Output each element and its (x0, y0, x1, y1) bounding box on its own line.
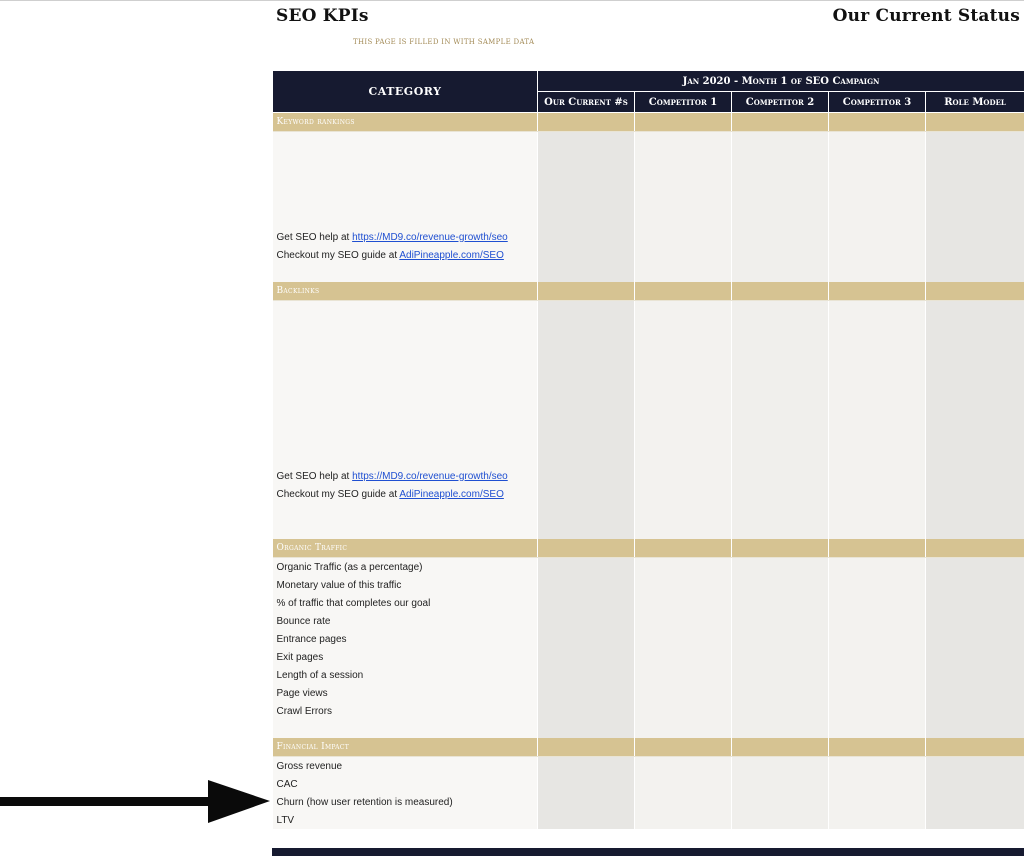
seo-guide-link[interactable]: AdiPineapple.com/SEO (399, 249, 504, 261)
table-row (273, 558, 1024, 577)
revenue-growth-link[interactable]: https://MD9.co/revenue-growth/seo (352, 470, 508, 482)
empty-row (273, 264, 1024, 282)
period-header: Jan 2020 - Month 1 of SEO Campaign (538, 71, 1024, 92)
seo-guide-link[interactable]: AdiPineapple.com/SEO (399, 488, 504, 500)
help-row (273, 228, 1024, 246)
column-header-competitor-3: Competitor 3 (829, 92, 926, 113)
row-label: Churn (how user retention is measured) (273, 793, 538, 811)
pointer-arrow-icon (0, 780, 270, 824)
category-header: CATEGORY (273, 71, 538, 113)
guide-prefix: Checkout my SEO guide at (276, 488, 400, 500)
row-label: Monetary value of this traffic (273, 576, 538, 594)
table-row (273, 757, 1024, 776)
table-row (273, 811, 1024, 829)
table-row (273, 702, 1024, 720)
kpi-sheet (272, 70, 1024, 856)
empty-row (273, 132, 1024, 229)
section-label: Organic Traffic (273, 539, 538, 558)
row-label: Crawl Errors (273, 702, 538, 720)
row-label: LTV (273, 811, 538, 829)
table-row (273, 630, 1024, 648)
table-row (273, 793, 1024, 811)
sample-data-note: THIS PAGE IS FILLED IN WITH SAMPLE DATA (353, 38, 535, 46)
help-prefix: Get SEO help at (276, 470, 353, 482)
row-label: Entrance pages (273, 630, 538, 648)
guide-row (273, 485, 1024, 503)
section-label: Financial Impact (273, 738, 538, 757)
guide-row (273, 246, 1024, 264)
section-keyword-rankings (273, 113, 1024, 132)
status-title: Our Current Status (832, 6, 1020, 26)
table-row (273, 684, 1024, 702)
table-row (273, 576, 1024, 594)
column-header-competitor-1: Competitor 1 (635, 92, 732, 113)
help-prefix: Get SEO help at (276, 231, 353, 243)
table-row (273, 594, 1024, 612)
kpi-table (272, 70, 1024, 829)
row-label: % of traffic that completes our goal (273, 594, 538, 612)
section-financial-impact (273, 738, 1024, 757)
empty-row (273, 720, 1024, 738)
table-row (273, 775, 1024, 793)
table-row (273, 612, 1024, 630)
row-label: CAC (273, 775, 538, 793)
row-label: Bounce rate (273, 612, 538, 630)
row-label: Exit pages (273, 648, 538, 666)
section-label: Backlinks (273, 282, 538, 301)
section-backlinks (273, 282, 1024, 301)
row-label: Page views (273, 684, 538, 702)
guide-prefix: Checkout my SEO guide at (276, 249, 400, 261)
revenue-growth-link[interactable]: https://MD9.co/revenue-growth/seo (352, 231, 508, 243)
row-label: Length of a session (273, 666, 538, 684)
table-row (273, 648, 1024, 666)
column-header-competitor-2: Competitor 2 (732, 92, 829, 113)
help-row (273, 467, 1024, 485)
column-header-our-current: Our Current #s (538, 92, 635, 113)
column-header-role-model: Role Model (926, 92, 1024, 113)
empty-row (273, 503, 1024, 539)
table-footer-bar (272, 848, 1024, 856)
row-label: Organic Traffic (as a percentage) (273, 558, 538, 577)
top-divider (0, 0, 1024, 1)
row-label: Gross revenue (273, 757, 538, 776)
table-row (273, 666, 1024, 684)
empty-row (273, 301, 1024, 468)
section-organic-traffic (273, 539, 1024, 558)
section-label: Keyword rankings (273, 113, 538, 132)
page-title: SEO KPIs (276, 6, 369, 26)
